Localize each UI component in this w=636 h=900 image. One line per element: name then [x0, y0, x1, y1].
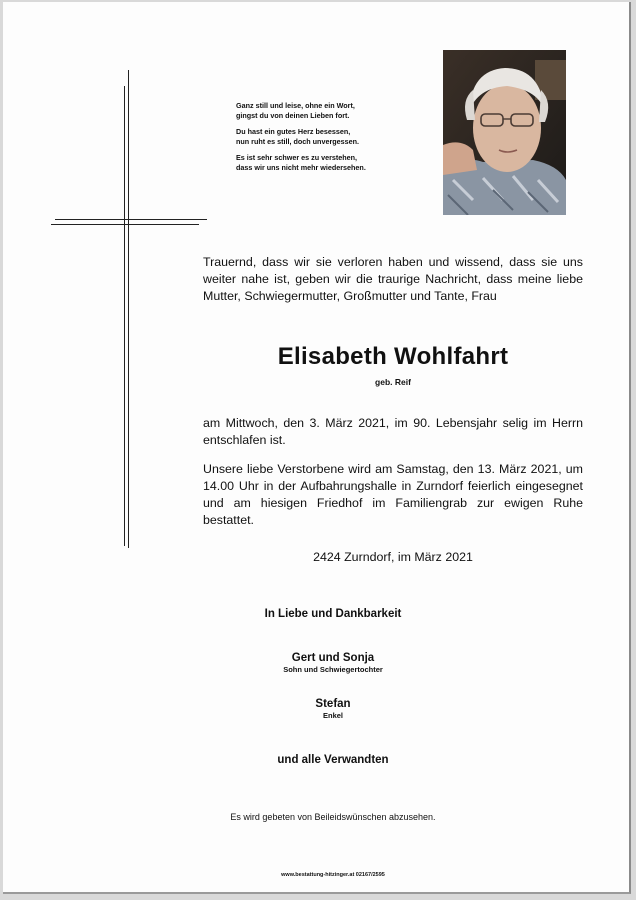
poem-stanza [236, 153, 426, 172]
portrait-photo [443, 50, 566, 215]
poem-line: Es ist sehr schwer es zu verstehen, [236, 153, 358, 163]
place-date: 2424 Zurndorf, im März 2021 [313, 550, 473, 564]
closing-phrase: In Liebe und Dankbarkeit [264, 608, 402, 620]
funeral-details: Unsere liebe Verstorbene wird am Samstag, den 13. März 2021, um 14.00 Uhr in der Aufbahrungshalle in Zurndorf feierlich eingesegnet und am hiesigen Friedhof im Familiengrab zur ewigen Ruhe bestattet. [203, 462, 583, 527]
relatives-line: und alle Verwandten [277, 754, 389, 766]
poem-stanza [236, 101, 426, 120]
intro-text: Trauernd, dass wir sie verloren haben und wissend, dass sie uns weiter nahe ist, geben wir die traurige Nachricht, dass meine liebe Mutter, Schwiegermutter, Großmutter und Tante, Frau [203, 255, 583, 303]
poem-line: Du hast ein gutes Herz besessen, [236, 127, 351, 137]
poem-line: Ganz still und leise, ohne ein Wort, [236, 101, 355, 110]
family-member-relation: Enkel [322, 711, 343, 720]
cross-vertical-line [128, 70, 129, 548]
cross-horizontal-line [51, 224, 199, 225]
maiden-name: geb. Reif [375, 377, 411, 387]
family-member-name: Stefan [315, 698, 351, 710]
family-member-name: Gert und Sonja [291, 652, 375, 664]
condolence-note: Es wird gebeten von Beileidswünschen abzusehen. [230, 812, 436, 822]
memorial-poem [236, 101, 426, 180]
poem-line: dass wir uns nicht mehr wiedersehen. [236, 162, 366, 172]
poem-line: nun ruht es still, doch unvergessen. [236, 136, 360, 146]
cross-horizontal-line [55, 219, 207, 220]
poem-line: gingst du von deinen Lieben fort. [236, 110, 350, 120]
funeral-home-footer: www.bestattung-hitzinger.at 02167/2595 [281, 872, 385, 878]
deceased-name: Elisabeth Wohlfahrt [277, 343, 509, 370]
death-announcement: am Mittwoch, den 3. März 2021, im 90. Lebensjahr selig im Herrn entschlafen ist. [203, 416, 583, 447]
cross-vertical-line [124, 86, 125, 546]
family-entry [203, 698, 463, 720]
family-entry [203, 652, 463, 674]
poem-stanza [236, 127, 426, 146]
portrait-image [443, 50, 566, 215]
obituary-sheet [3, 2, 631, 894]
family-member-relation: Sohn und Schwiegertochter [283, 665, 383, 674]
